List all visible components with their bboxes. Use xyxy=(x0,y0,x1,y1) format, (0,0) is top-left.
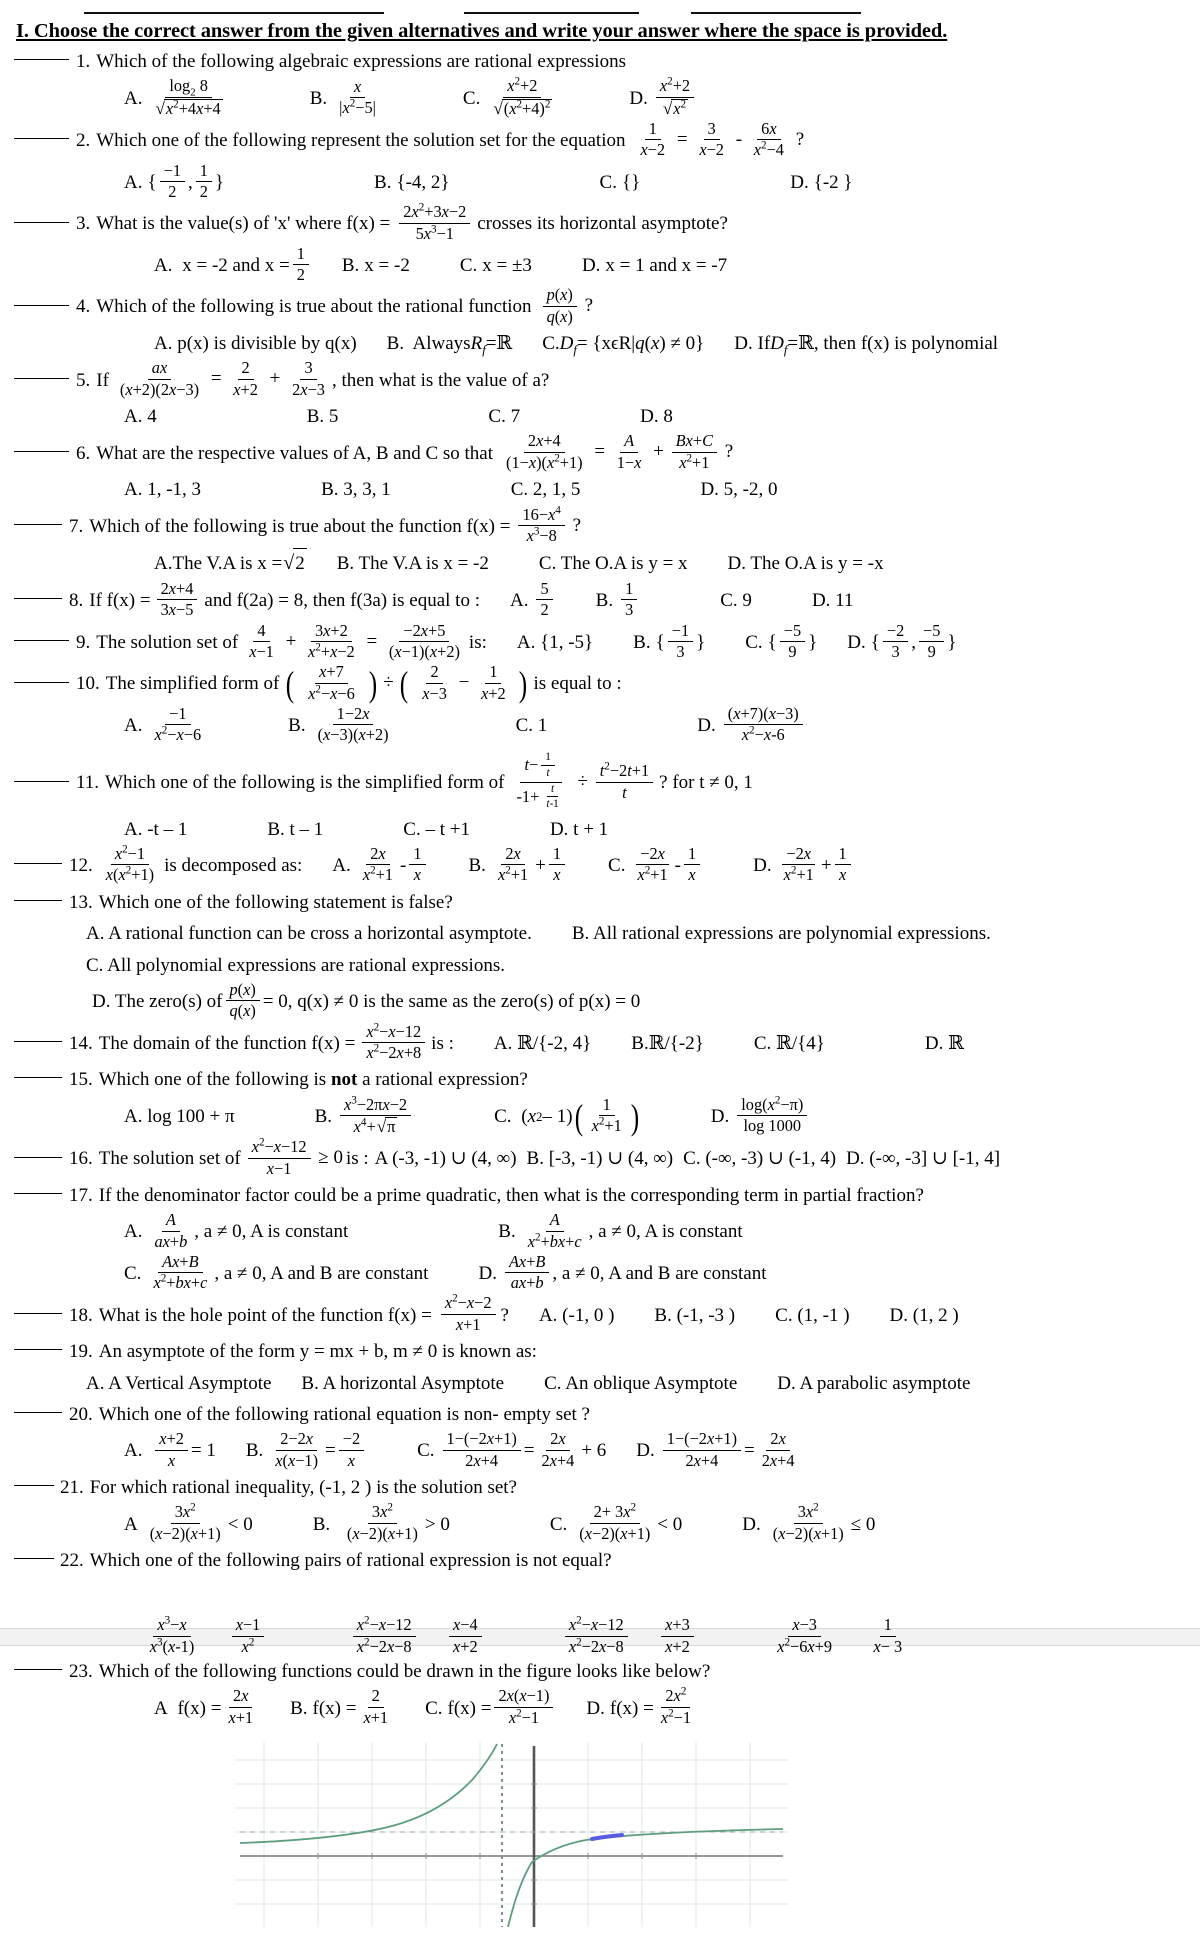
option-label: A. xyxy=(124,88,143,110)
option-8-B[interactable]: B. $\frac{1}{3}$ xyxy=(596,581,641,621)
question-9-equation: $\frac{4}{x-1}$ + $\frac{3x+2}{x^2+x-2}$ = $\frac{-2x+5}{(x-1)(x+2)}$ xyxy=(249,620,460,661)
option-label: B. xyxy=(288,714,306,736)
option-label: B. xyxy=(290,1697,308,1719)
answer-blank-21[interactable] xyxy=(14,1485,54,1486)
option-label: D. xyxy=(742,1513,761,1535)
question-number-1: 1. xyxy=(76,51,91,72)
question-number-8: 8. xyxy=(69,590,84,612)
question-number-13: 13. xyxy=(69,891,93,913)
question-number-11: 11. xyxy=(76,772,100,794)
question-16 xyxy=(14,1136,1186,1179)
question-text-19: An asymptote of the form y = mx + b, m ≠ 0 is known as: xyxy=(98,1341,537,1363)
question-text-11-after: ? for t ≠ 0, 1 xyxy=(659,772,753,794)
question-number-2: 2. xyxy=(76,130,91,152)
answer-blank-13[interactable] xyxy=(14,900,62,901)
answer-blank-12[interactable] xyxy=(14,863,62,864)
option-21-A[interactable]: A $\frac{3x^2}{(x-2)(x+1)}$ < 0 xyxy=(124,1501,253,1543)
question-11-equation: t− $\frac{1}{t}$ -1+ $\frac{t}{t-1}$ ÷ $\frac{t^2-2t+1}{t}$ xyxy=(510,753,657,812)
option-18-A[interactable]: A. (-1, 0 ) xyxy=(538,1304,615,1326)
option-6-D[interactable]: D. 5, -2, 0 xyxy=(700,479,778,501)
answer-blank-4[interactable] xyxy=(14,305,69,306)
question-text-7: Which of the following is true about the function f(x) = xyxy=(89,515,511,537)
question-6-options xyxy=(14,475,1186,504)
option-21-D[interactable]: D. $\frac{3x^2}{(x-2)(x+1)}$ ≤ 0 xyxy=(742,1501,876,1543)
question-5 xyxy=(14,360,1186,431)
question-number-16: 16. xyxy=(69,1148,93,1170)
option-1-A[interactable]: A. $\log_2 8$ √ $x^2+4x+4$ xyxy=(124,76,221,118)
option-label: A xyxy=(124,1513,138,1535)
answer-blank-19[interactable] xyxy=(14,1349,62,1350)
question-9 xyxy=(14,620,1186,663)
option-5-D[interactable]: D. 8 xyxy=(640,406,673,428)
option-6-B[interactable]: B. 3, 3, 1 xyxy=(321,479,391,501)
option-21-B[interactable]: B. $\frac{3x^2}{(x-2)(x+1)}$ > 0 xyxy=(312,1501,450,1543)
question-12 xyxy=(14,843,1186,886)
answer-blank-17[interactable] xyxy=(14,1193,62,1194)
option-7-C[interactable]: C. The O.A is y = x xyxy=(538,552,688,574)
option-label: D. xyxy=(697,714,716,736)
question-22 xyxy=(14,1546,1186,1575)
question-11 xyxy=(14,753,1186,844)
answer-blank-7[interactable] xyxy=(14,524,62,525)
option-13-C[interactable]: C. All polynomial expressions are rational expressions. xyxy=(86,954,505,976)
option-label: C. xyxy=(494,1106,512,1128)
option-label: C. xyxy=(124,1262,142,1284)
option-label: B. xyxy=(314,1106,332,1128)
option-15-B[interactable]: B. $x^3-2\pi x-2$ $x^4+$ √ π xyxy=(315,1097,415,1138)
option-label: D. xyxy=(586,1697,605,1719)
option-label: B. xyxy=(309,88,328,110)
question-8 xyxy=(14,581,1186,621)
question-13-options-row-3 xyxy=(14,982,1186,1022)
question-17-options-row-1 xyxy=(14,1212,1186,1252)
option-4-D[interactable]: D. If $D_f$ = ℝ , then f(x) is polynomial xyxy=(734,332,999,357)
question-21 xyxy=(14,1473,1186,1544)
answer-blank-15[interactable] xyxy=(14,1077,62,1078)
option-label: D. xyxy=(581,254,601,276)
answer-blank-9[interactable] xyxy=(14,640,69,641)
question-19-options xyxy=(14,1369,1186,1398)
option-12-B[interactable]: B. $\frac{2x}{x^2+1}$ + $\frac{1}{x}$ xyxy=(469,846,569,886)
option-12-C[interactable]: C. $\frac{-2x}{x^2+1}$ - $\frac{1}{x}$ xyxy=(608,846,703,886)
option-label: B. xyxy=(312,1513,331,1535)
option-label: A. xyxy=(124,714,143,736)
question-text-18: What is the hole point of the function f(x) = xyxy=(98,1304,432,1326)
header-rule-3 xyxy=(691,11,861,14)
answer-blank-2[interactable] xyxy=(14,138,69,139)
question-text-16-after: is : xyxy=(345,1148,369,1170)
figure-graph-container xyxy=(14,1742,1186,1927)
bold-not: not xyxy=(330,1069,358,1091)
rational-function-graph xyxy=(234,1742,789,1927)
question-13-options-row-2 xyxy=(14,951,1186,980)
option-13-A[interactable]: A. A rational function can be cross a horizontal asymptote. xyxy=(86,923,532,945)
question-4-options xyxy=(14,329,1186,358)
option-15-D[interactable]: D. $\frac{\log(x^2-\pi)}{\log 1000}$ xyxy=(711,1097,811,1137)
option-18-B[interactable]: B. (-1, -3 ) xyxy=(654,1304,736,1326)
option-4-C[interactable]: C. $D_f$ = {xϵR| q ( x ) ≠ 0} xyxy=(542,333,705,357)
question-3 xyxy=(14,201,1186,285)
question-text-3-after: crosses its horizontal asymptote? xyxy=(477,213,728,235)
option-17-C[interactable]: C. $\frac{Ax+B}{x^2+bx+c}$ , a ≠ 0, A and B are constant xyxy=(124,1251,429,1293)
option-label: C. xyxy=(462,88,481,110)
question-text-9: The solution set of xyxy=(96,631,239,653)
option-5-A[interactable]: A. 4 xyxy=(124,406,157,428)
option-19-A[interactable]: A. A Vertical Asymptote xyxy=(86,1372,272,1394)
question-15 xyxy=(14,1065,1186,1137)
question-text-6: What are the respective values of A, B and C so that xyxy=(96,442,494,464)
option-5-C[interactable]: C. 7 xyxy=(488,406,521,428)
option-label: C. xyxy=(425,1697,443,1719)
question-number-23: 23. xyxy=(69,1661,93,1683)
option-18-D[interactable]: D. (1, 2 ) xyxy=(889,1304,959,1326)
option-16-A[interactable]: A (-3, -1) ∪ (4, ∞) xyxy=(374,1148,517,1170)
question-number-10: 10. xyxy=(76,673,100,695)
option-label: A. xyxy=(509,590,529,612)
option-label: B. xyxy=(341,254,360,276)
header-rule-1 xyxy=(84,11,384,14)
option-9-C[interactable]: C. { $\frac{-5}{9}$ } xyxy=(745,620,818,661)
option-1-B[interactable]: B. $\frac{x}{|x^2-5|}$ xyxy=(309,76,376,118)
question-13 xyxy=(14,888,1186,1022)
answer-blank-14[interactable] xyxy=(14,1041,62,1042)
question-text-9-after: is: xyxy=(468,631,487,653)
question-number-22: 22. xyxy=(60,1550,84,1572)
option-label: B. xyxy=(374,171,392,193)
question-7-equation: $\frac{16-x^4}{x^3-8}$ ? xyxy=(515,507,581,547)
question-text-5: If xyxy=(96,369,109,391)
question-11-options xyxy=(14,815,1186,844)
option-9-A[interactable]: A. {1, -5} xyxy=(516,631,594,653)
question-text-10: The simplified form of xyxy=(105,673,280,695)
question-number-3: 3. xyxy=(76,213,91,235)
option-2-A[interactable]: A. { $\frac{-1}{2}$ , $\frac{1}{2}$ } xyxy=(124,160,225,201)
question-number-7: 7. xyxy=(69,515,84,537)
option-9-B[interactable]: B. { $\frac{-1}{3}$ } xyxy=(633,620,706,661)
question-number-20: 20. xyxy=(69,1403,93,1425)
question-text-13: Which one of the following statement is false? xyxy=(98,891,453,913)
question-23-options xyxy=(14,1688,1186,1728)
question-text-8: If f(x) = xyxy=(89,590,151,612)
option-label: B. xyxy=(595,590,614,612)
question-text-15: Which one of the following is not a rational expression? xyxy=(98,1069,528,1091)
answer-blank-10[interactable] xyxy=(14,682,69,683)
option-10-B[interactable]: B. $\frac{1-2x}{(x-3)(x+2)}$ xyxy=(288,703,389,745)
answer-blank-18[interactable] xyxy=(14,1313,62,1314)
question-text-14-after: is : xyxy=(431,1032,454,1054)
question-text-5-after: , then what is the value of a? xyxy=(331,369,550,391)
option-23-B[interactable]: B. f(x) = $\frac{2}{x+1}$ xyxy=(290,1686,389,1727)
option-14-B[interactable]: B. ℝ /{-2} xyxy=(631,1031,704,1054)
question-15-options xyxy=(14,1094,1186,1138)
answer-blank-1[interactable] xyxy=(14,59,69,60)
question-text-21: For which rational inequality, (-1, 2 ) is the solution set? xyxy=(89,1476,517,1498)
option-label: A. xyxy=(124,1221,143,1243)
option-8-D[interactable]: D. 11 xyxy=(811,590,854,612)
option-14-D[interactable]: D. ℝ xyxy=(924,1031,964,1054)
question-23 xyxy=(14,1657,1186,1728)
question-text-11: Which one of the following is the simplified form of xyxy=(105,772,505,794)
option-label: C. xyxy=(459,254,478,276)
question-7-options xyxy=(14,548,1186,579)
option-label: A. xyxy=(124,171,143,193)
option-11-B[interactable]: B. t – 1 xyxy=(267,818,324,840)
option-11-C[interactable]: C. – t +1 xyxy=(403,818,470,840)
option-6-A[interactable]: A. 1, -1, 3 xyxy=(124,479,202,501)
option-label: C. xyxy=(745,631,763,653)
option-label: D. xyxy=(753,855,772,877)
option-label: C. xyxy=(549,1513,568,1535)
option-2-D[interactable]: D. {-2 } xyxy=(790,168,852,197)
option-23-D[interactable]: D. f(x) = $\frac{2x^2}{x^2-1}$ xyxy=(586,1686,692,1727)
question-number-15: 15. xyxy=(69,1069,93,1091)
question-18-equation: $\frac{x^2-x-2}{x+1}$ xyxy=(438,1295,499,1335)
option-14-A[interactable]: A. ℝ /{-2, 4} xyxy=(493,1031,592,1054)
option-21-C[interactable]: C. $\frac{2+ 3x^2}{(x-2)(x+1)}$ < 0 xyxy=(549,1501,683,1543)
option-10-D[interactable]: D. $\frac{(x+7)(x-3)}{x^2-x-6}$ xyxy=(697,706,805,746)
option-13-B[interactable]: B. All rational expressions are polynomial expressions. xyxy=(571,923,991,945)
question-8-equation: $\frac{2x+4}{3x-5}$ xyxy=(154,581,201,621)
question-2-equation: $\frac{1}{x-2}$ = $\frac{3}{x-2}$ - $\frac{6x}{x^2-4}$ ? xyxy=(640,119,805,160)
option-1-C[interactable]: C. $x^2+2$ √ $(x^2+4)^2$ xyxy=(462,76,551,118)
option-label: B. xyxy=(468,855,486,877)
question-number-12: 12. xyxy=(69,855,93,877)
option-label: C. xyxy=(599,171,617,193)
question-10-options xyxy=(14,703,1186,746)
question-text-8-after: and f(2a) = 8, then f(3a) is equal to : xyxy=(204,590,480,612)
question-text-12: is decomposed as: xyxy=(164,855,303,877)
option-7-B[interactable]: B. The V.A is x = -2 xyxy=(336,552,489,574)
option-label: A xyxy=(154,1697,168,1719)
graph-background xyxy=(234,1742,789,1927)
option-9-D[interactable]: D. { $\frac{-2}{3}$ , $\frac{-5}{9}$ } xyxy=(847,620,957,661)
option-label: D. xyxy=(847,631,866,653)
option-label: B. xyxy=(633,631,651,653)
option-16-B[interactable]: B. [-3, -1) ∪ (4, ∞) xyxy=(526,1148,674,1170)
option-20-B[interactable]: B. $\frac{2-2x}{x(x-1)}$ = $\frac{-2}{x}$ xyxy=(246,1431,367,1471)
option-7-A[interactable]: A.The V.A is x = √ 2 xyxy=(154,548,307,579)
question-17 xyxy=(14,1181,1186,1294)
option-22-A[interactable]: $\frac{x^3-x}{x^3(x-1)}$ $\frac{x-1}{x^2}$ xyxy=(124,1617,267,1657)
question-20-options xyxy=(14,1431,1186,1471)
question-number-14: 14. xyxy=(69,1032,93,1054)
option-10-A[interactable]: A. $\frac{-1}{x^2-x-6}$ xyxy=(124,703,202,745)
question-12-equation: $\frac{x^2-1}{x(x^2+1)}$ xyxy=(105,843,155,885)
question-text-4: Which of the following is true about the rational function xyxy=(96,296,532,318)
option-label: A. xyxy=(154,254,173,276)
answer-blank-23[interactable] xyxy=(14,1669,62,1670)
option-23-C[interactable]: C. f(x) = $\frac{2x(x-1)}{x^2-1}$ xyxy=(425,1688,556,1728)
answer-blank-8[interactable] xyxy=(14,598,62,599)
question-18 xyxy=(14,1295,1186,1335)
option-4-B[interactable]: B. Always $R_f$ = ℝ xyxy=(386,332,513,357)
option-14-C[interactable]: C. ℝ /{4} xyxy=(753,1031,825,1054)
question-number-18: 18. xyxy=(69,1304,93,1326)
option-8-C[interactable]: C. 9 xyxy=(720,590,752,612)
question-10-equation: ( $\frac{x+7}{x^2-x-6}$ ) ÷ ( $\frac{2}{x-3}$ − $\frac{1}{x+2}$ ) xyxy=(286,662,528,705)
option-label: D. xyxy=(478,1262,497,1284)
option-20-C[interactable]: C. $\frac{1-(-2x+1)}{2x+4}$ = $\frac{2x}{2x+4}$ + 6 xyxy=(417,1429,607,1470)
question-1-options xyxy=(14,78,1186,119)
question-number-21: 21. xyxy=(60,1476,84,1498)
question-number-6: 6. xyxy=(76,442,91,464)
option-13-D[interactable]: D. The zero(s) of $\frac{p(x)}{q(x)}$ = 0, q(x) ≠ 0 is the same as the zero(s) of p(x) = 0 xyxy=(92,980,641,1021)
question-3-options xyxy=(14,243,1186,286)
question-text-18-after: ? xyxy=(500,1304,509,1326)
question-10 xyxy=(14,664,1186,745)
option-16-D[interactable]: D. (-∞, -3] ∪ [-1, 4] xyxy=(846,1148,1001,1170)
question-number-9: 9. xyxy=(76,631,91,653)
question-16-equation: $\frac{x^2-x-12}{x-1}$ ≥ 0 xyxy=(245,1139,343,1179)
option-3-A[interactable]: A. x = -2 and x = $\frac{1}{2}$ xyxy=(154,246,312,286)
option-22-C[interactable]: $\frac{x^2-x-12}{x^2-2x-8}$ $\frac{x+3}{x+2}$ xyxy=(535,1617,697,1657)
option-3-B[interactable]: B. x = -2 xyxy=(342,251,410,280)
answer-blank-6[interactable] xyxy=(14,451,69,452)
option-2-C[interactable]: C. {} xyxy=(600,168,641,197)
question-text-23: Which of the following functions could be drawn in the figure looks like below? xyxy=(98,1661,711,1683)
question-text-10-after: is equal to : xyxy=(533,673,622,695)
question-text-17: If the denominator factor could be a prime quadratic, then what is the corresponding term in partial fraction? xyxy=(98,1184,924,1206)
option-8-A[interactable]: A. $\frac{5}{2}$ xyxy=(510,581,556,621)
option-15-A[interactable]: A. log 100 + π xyxy=(124,1106,235,1128)
question-number-19: 19. xyxy=(69,1341,93,1363)
option-19-C[interactable]: C. An oblique Asymptote xyxy=(544,1372,738,1394)
option-12-D[interactable]: D. $\frac{-2x}{x^2+1}$ + $\frac{1}{x}$ xyxy=(753,846,854,886)
option-18-C[interactable]: C. (1, -1 ) xyxy=(775,1304,850,1326)
question-17-options-row-2 xyxy=(14,1251,1186,1294)
option-4-A[interactable]: A. p(x) is divisible by q(x) xyxy=(154,333,357,354)
question-7 xyxy=(14,504,1186,580)
question-text-20: Which one of the following rational equation is non- empty set ? xyxy=(98,1403,590,1425)
option-12-A[interactable]: A. $\frac{2x}{x^2+1}$ - $\frac{1}{x}$ xyxy=(332,846,428,886)
header-blank-rules xyxy=(14,0,1186,14)
option-23-A[interactable]: A f(x) = $\frac{2x}{x+1}$ xyxy=(154,1686,254,1727)
question-21-options xyxy=(14,1501,1186,1544)
answer-blank-3[interactable] xyxy=(14,222,69,223)
answer-blank-11[interactable] xyxy=(14,781,69,782)
question-text-2: Which one of the following represent the solution set for the equation xyxy=(96,130,626,152)
question-6 xyxy=(14,433,1186,504)
option-16-C[interactable]: C. (-∞, -3) ∪ (-1, 4) xyxy=(683,1148,837,1170)
answer-blank-16[interactable] xyxy=(14,1157,62,1158)
answer-blank-20[interactable] xyxy=(14,1412,62,1413)
option-13-D-prefix: D. The zero(s) of xyxy=(92,991,223,1013)
question-2-options xyxy=(14,160,1186,203)
option-1-D[interactable]: D. $x^2+2$ √ $x^2$ xyxy=(629,78,697,119)
option-20-D[interactable]: D. $\frac{1-(-2x+1)}{2x+4}$ = $\frac{2x}{2x+4}$ xyxy=(636,1429,795,1470)
question-text-22: Which one of the following pairs of rational expression is not equal? xyxy=(89,1550,612,1572)
option-2-B[interactable]: B. {-4, 2} xyxy=(374,168,450,197)
question-4-equation: $\frac{p(x)}{q(x)}$ ? xyxy=(540,287,593,327)
question-text-14: The domain of the function f(x) = xyxy=(98,1032,356,1054)
option-7-D[interactable]: D. The O.A is y = -x xyxy=(727,552,884,574)
option-label: C. xyxy=(417,1440,435,1462)
option-22-B[interactable]: $\frac{x^2-x-12}{x^2-2x-8}$ $\frac{x-4}{x+2}$ xyxy=(327,1617,484,1657)
option-label: D. xyxy=(629,88,648,110)
question-text-16: The solution set of xyxy=(98,1148,241,1170)
question-3-equation: $\frac{2x^2+3x-2}{5x^3-1}$ xyxy=(396,204,473,244)
question-14-equation: $\frac{x^2-x-12}{x^2-2x+8}$ xyxy=(359,1024,428,1064)
option-5-B[interactable]: B. 5 xyxy=(306,406,339,428)
option-label: A. xyxy=(332,855,351,877)
question-14 xyxy=(14,1021,1186,1064)
question-6-equation: $\frac{2x+4}{(1-x)(x^2+1)}$ = $\frac{A}{1-x}$ + $\frac{Bx+C}{x^2+1}$ ? xyxy=(506,431,734,472)
option-19-B[interactable]: B. A horizontal Asymptote xyxy=(301,1372,505,1394)
question-20 xyxy=(14,1400,1186,1471)
option-17-B[interactable]: B. $\frac{A}{x^2+bx+c}$ , a ≠ 0, A is constant xyxy=(498,1210,743,1251)
question-19 xyxy=(14,1337,1186,1398)
question-number-4: 4. xyxy=(76,296,91,318)
section-heading: I. Choose the correct answer from the given alternatives and write your answer where the space is provided. xyxy=(16,20,948,42)
option-11-A[interactable]: A. -t – 1 xyxy=(124,818,188,840)
option-label: C. xyxy=(608,855,626,877)
option-label: A. xyxy=(124,1440,143,1462)
question-1 xyxy=(14,47,1186,119)
option-10-C[interactable]: C. 1 xyxy=(515,714,548,736)
option-13-D-suffix: = 0, q(x) ≠ 0 is the same as the zero(s) of p(x) = 0 xyxy=(262,991,641,1013)
option-22-D[interactable]: $\frac{x-3}{x^2-6x+9}$ $\frac{1}{x- 3}$ xyxy=(747,1617,909,1657)
graph-svg xyxy=(234,1742,789,1927)
option-20-A[interactable]: A. $\frac{x+2}{x}$ = 1 xyxy=(124,1429,216,1470)
option-17-A[interactable]: A. $\frac{A}{ax+b}$ , a ≠ 0, A is constant xyxy=(124,1210,349,1251)
question-5-equation: $\frac{ax}{(x+2)(2x-3)}$ = $\frac{2}{x+2}$ + $\frac{3}{2x-3}$ xyxy=(119,358,325,399)
option-label: D. xyxy=(710,1106,730,1128)
header-rule-2 xyxy=(464,11,639,14)
question-number-5: 5. xyxy=(76,369,91,391)
option-label: D. xyxy=(790,171,809,193)
answer-blank-22[interactable] xyxy=(14,1558,54,1559)
question-4 xyxy=(14,287,1186,358)
option-6-C[interactable]: C. 2, 1, 5 xyxy=(510,479,581,501)
option-label: B. xyxy=(245,1440,264,1462)
option-label: B. xyxy=(498,1221,516,1243)
option-3-D[interactable]: D. x = 1 and x = -7 xyxy=(582,251,727,280)
option-3-C[interactable]: C. x = ±3 xyxy=(460,251,532,280)
option-11-D[interactable]: D. t + 1 xyxy=(549,818,609,840)
option-label: D. xyxy=(636,1440,655,1462)
question-2 xyxy=(14,121,1186,202)
question-number-17: 17. xyxy=(69,1184,93,1206)
option-15-C[interactable]: C. ( x 2 – 1) ( $\frac{1}{x^2+1}$ ) xyxy=(494,1095,639,1138)
answer-blank-5[interactable] xyxy=(14,378,69,379)
question-text-1: Which of the following algebraic expressions are rational expressions xyxy=(96,51,626,72)
option-17-D[interactable]: D. $\frac{Ax+B}{ax+b}$ , a ≠ 0, A and B are constant xyxy=(478,1251,767,1293)
question-13-options-row-1 xyxy=(14,919,1186,948)
question-5-options xyxy=(14,402,1186,431)
option-19-D[interactable]: D. A parabolic asymptote xyxy=(777,1372,971,1394)
question-text-3: What is the value(s) of 'x' where f(x) = xyxy=(96,213,391,235)
